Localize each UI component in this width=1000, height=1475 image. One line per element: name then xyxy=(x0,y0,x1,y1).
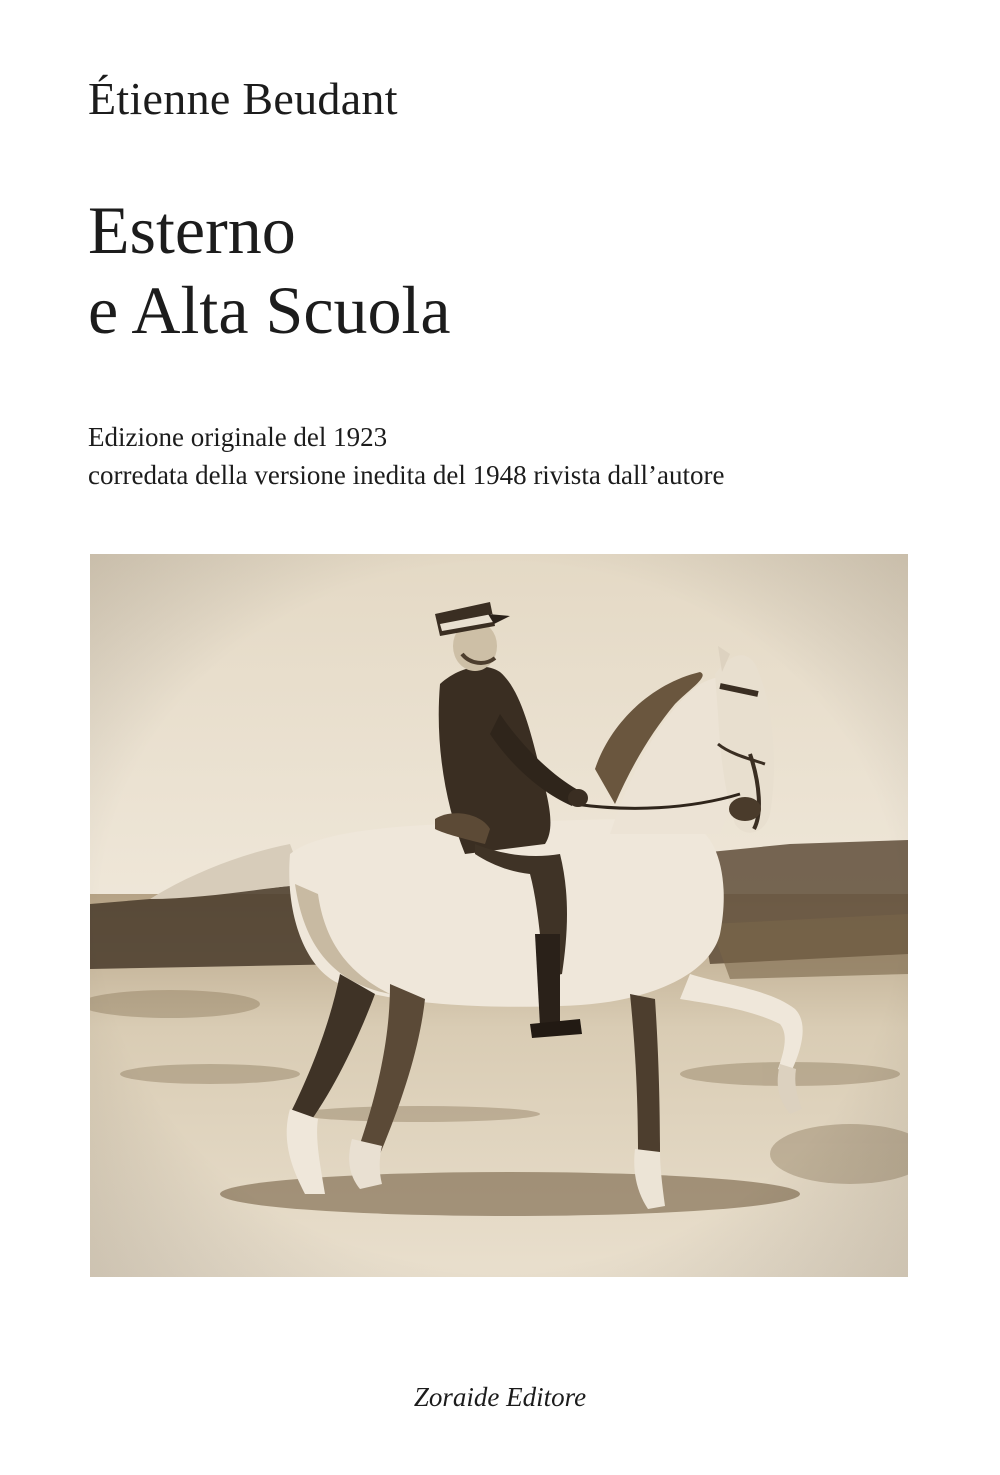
book-title-line-2: e Alta Scuola xyxy=(88,272,451,348)
publisher-name: Zoraide Editore xyxy=(413,1382,587,1412)
cover-photo xyxy=(90,554,908,1277)
author-name: Étienne Beudant xyxy=(88,73,398,124)
rider-horse-illustration xyxy=(90,554,908,1277)
edition-note-line-1: Edizione originale del 1923 xyxy=(88,422,388,452)
book-title-line-1: Esterno xyxy=(88,192,296,268)
edition-note xyxy=(88,418,725,494)
book-title xyxy=(88,190,451,350)
edition-note-line-2: corredata della versione inedita del 1948 rivista dall’autore xyxy=(88,460,725,490)
